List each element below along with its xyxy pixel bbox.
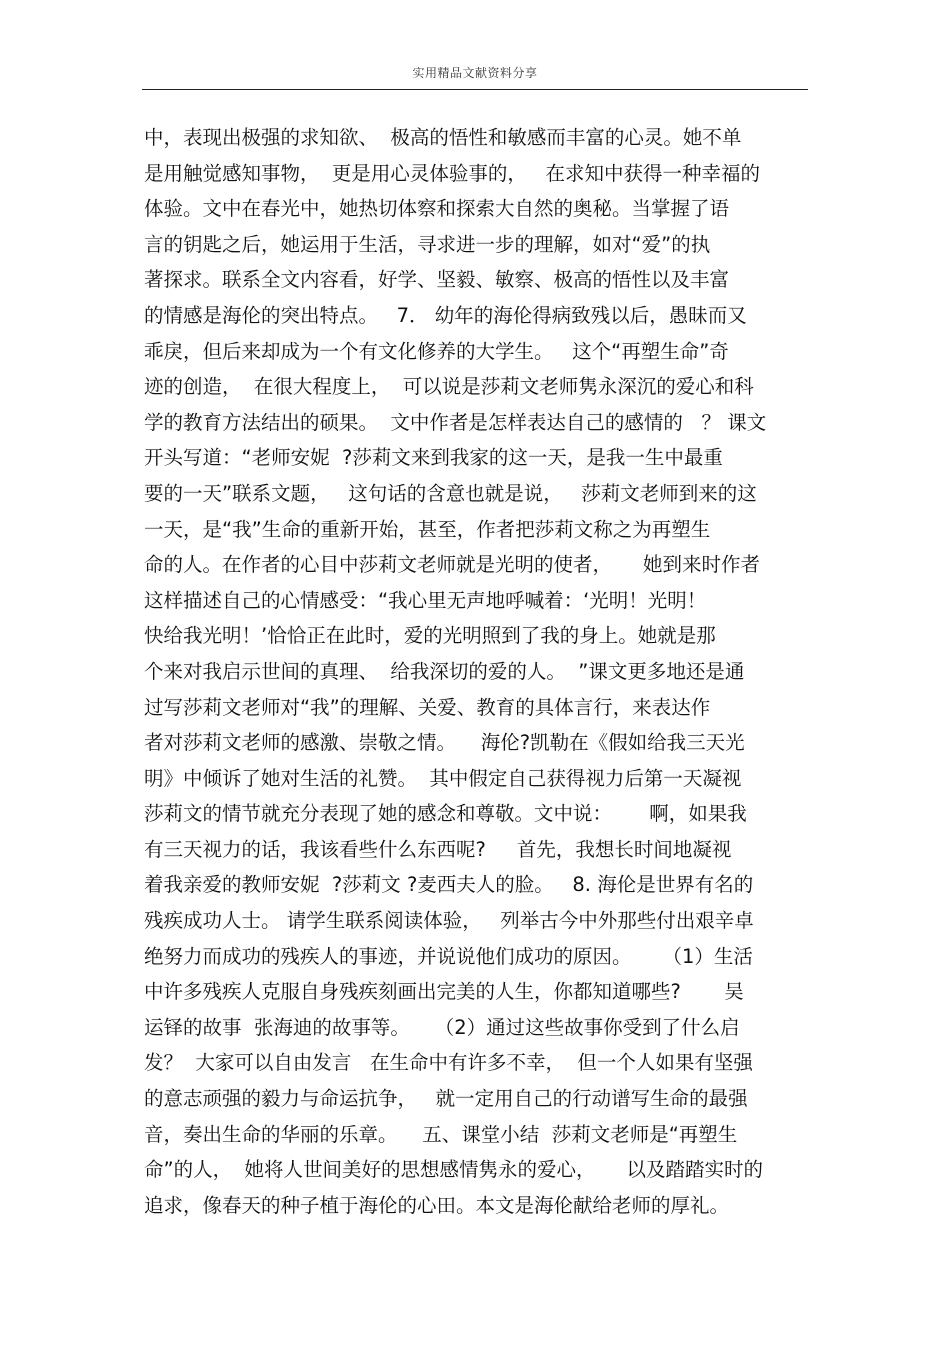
text-line: 追求，像春天的种子植于海伦的心田。本文是海伦献给老师的厚礼。 xyxy=(144,1193,730,1217)
text-line: 命”的人， 她将人世间美好的思想感情隽永的爱心， 以及踏踏实时的 xyxy=(144,1158,763,1182)
text-line: 快给我光明！’恰恰正在此时，爱的光明照到了我的身上。她就是那 xyxy=(144,624,716,648)
text-line: 这样描述自己的心情感受：“我心里无声地呼喊着：‘光明！光明！ xyxy=(144,588,707,612)
text-line: 绝努力而成功的残疾人的事迹，并说说他们成功的原因。 （1）生活 xyxy=(144,944,753,968)
text-line: 言的钥匙之后，她运用于生活，寻求进一步的理解，如对“爱”的执 xyxy=(144,232,711,256)
text-line: 明》中倾诉了她对生活的礼赞。 其中假定自己获得视力后第一天凝视 xyxy=(144,766,742,790)
text-line: 中许多残疾人克服自身残疾刻画出完美的人生，你都知道哪些? 吴 xyxy=(144,980,744,1004)
text-line: 发？ 大家可以自由发言 在生命中有许多不幸， 但一个人如果有坚强 xyxy=(144,1051,753,1075)
text-line: 着我亲爱的教师安妮 ?莎莉文 ?麦西夫人的脸。 8. 海伦是世界有名的 xyxy=(144,873,754,897)
text-line: 个来对我启示世间的真理、 给我深切的爱的人。 ”课文更多地还是通 xyxy=(144,659,745,683)
text-line: 是用触觉感知事物， 更是用心灵体验事的， 在求知中获得一种幸福的 xyxy=(144,161,760,185)
text-line: 莎莉文的情节就充分表现了她的感念和尊敬。文中说： 啊，如果我 xyxy=(144,802,747,826)
text-line: 残疾成功人士。 请学生联系阅读体验， 列举古今中外那些付出艰辛卓 xyxy=(144,909,754,933)
text-line: 过写莎莉文老师对“我”的理解、关爱、教育的具体言行，来表达作 xyxy=(144,695,711,719)
body-text xyxy=(144,120,814,1223)
text-line: 的意志顽强的毅力与命运抗争， 就一定用自己的行动谱写生命的最强 xyxy=(144,1087,748,1111)
text-line: 体验。文中在春光中，她热切体察和探索大自然的奥秘。当掌握了语 xyxy=(144,197,730,221)
header-rule xyxy=(142,89,808,90)
text-line: 有三天视力的话，我该看些什么东西呢? 首先，我想长时间地凝视 xyxy=(144,837,732,861)
text-line: 中，表现出极强的求知欲、 极高的悟性和敏感而丰富的心灵。她不单 xyxy=(144,126,742,149)
text-line: 著探求。联系全文内容看，好学、坚毅、敏察、极高的悟性以及丰富 xyxy=(144,268,730,292)
text-line: 要的一天”联系文题， 这句话的含意也就是说， 莎莉文老师到来的这 xyxy=(144,481,757,505)
text-line: 一天，是“我”生命的重新开始，甚至，作者把莎莉文称之为再塑生 xyxy=(144,517,711,541)
text-line: 开头写道：“老师安妮 ?莎莉文来到我家的这一天，是我一生中最重 xyxy=(144,446,723,470)
text-line: 的情感是海伦的突出特点。 7． 幼年的海伦得病致残以后，愚昧而又 xyxy=(144,303,747,327)
text-line: 音，奏出生命的华丽的乐章。 五、课堂小结 莎莉文老师是“再塑生 xyxy=(144,1122,738,1146)
text-line: 乖戾，但后来却成为一个有文化修养的大学生。 这个“再塑生命”奇 xyxy=(144,339,729,363)
text-line: 迹的创造， 在很大程度上， 可以说是莎莉文老师隽永深沉的爱心和科 xyxy=(144,375,754,399)
text-line: 命的人。在作者的心目中莎莉文老师就是光明的使者， 她到来时作者 xyxy=(144,553,760,577)
text-line: 学的教育方法结出的硕果。 文中作者是怎样表达自己的感情的 ？ 课文 xyxy=(144,410,767,434)
running-header: 实用精品文献资料分享 xyxy=(412,66,538,80)
text-line: 者对莎莉文老师的感激、崇敬之情。 海伦?凯勒在《假如给我三天光 xyxy=(144,731,745,755)
text-line: 运铎的故事 张海迪的故事等。 （2）通过这些故事你受到了什么启 xyxy=(144,1015,740,1039)
